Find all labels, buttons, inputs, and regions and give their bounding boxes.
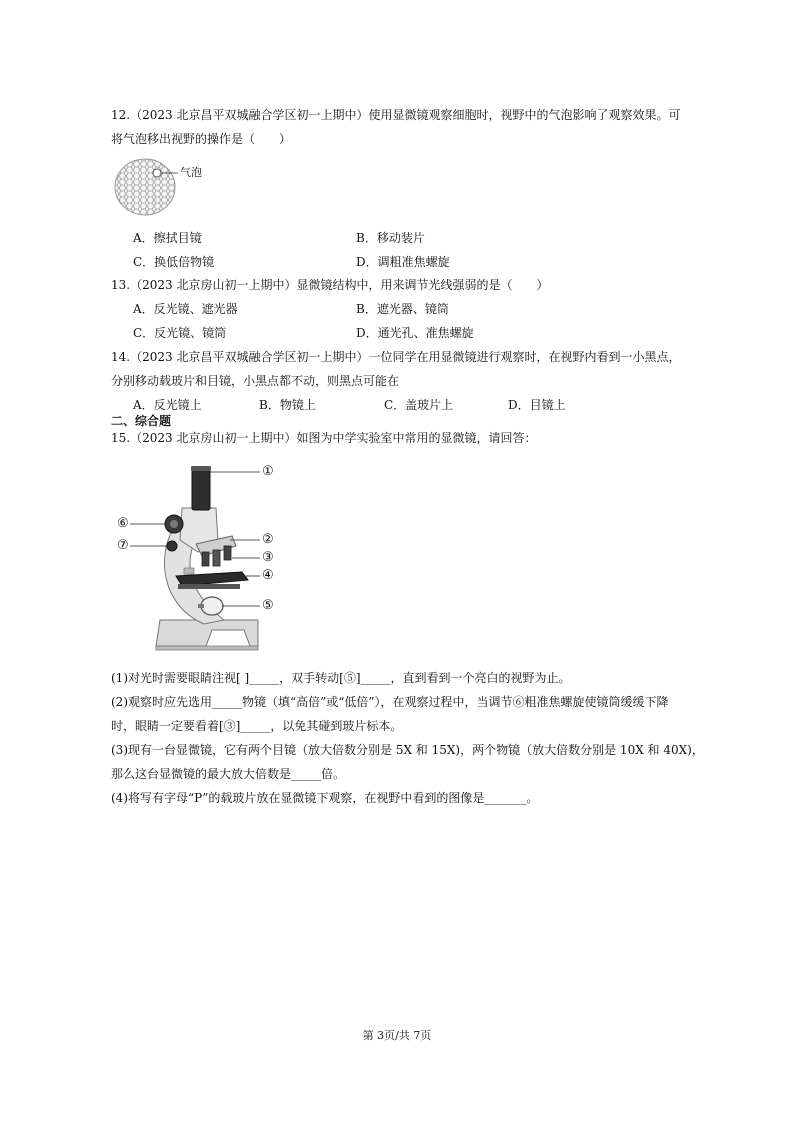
q15-sub4: (4)将写有字母“P”的载玻片放在显微镜下观察，在视野中看到的图像是_______。 — [111, 791, 539, 805]
q14-stem-line1: 14.（2023 北京昌平双城融合学区初一上期中）一位同学在用显微镜进行观察时，在视野内看到一小黑点， — [111, 350, 681, 364]
q15-sub3-line1: (3)现有一台显微镜，它有两个目镜（放大倍数分别是 5X 和 15X)，两个物镜（放大倍数分别是 10X 和 40X)， — [111, 743, 704, 757]
bubble-label: 气泡 — [180, 166, 202, 179]
figure-label-3: ③ — [262, 550, 274, 565]
q14-stem-line2: 分别移动载玻片和目镜，小黑点都不动，则黑点可能在 — [111, 374, 400, 388]
q15-sub1: (1)对光时需要眼睛注视[ ]_____，双手转动[⑤]_____，直到看到一个亮白的视野为止。 — [111, 671, 571, 685]
figure-label-5: ⑤ — [262, 598, 274, 613]
q13-option-a: A．反光镜、遮光器 — [133, 302, 238, 316]
figure-label-7: ⑦ — [117, 538, 129, 553]
page-footer: 第 3页/共 7页 — [362, 1029, 432, 1042]
figure-label-1: ① — [262, 464, 274, 479]
q15-stem: 15.（2023 北京房山初一上期中）如图为中学实验室中常用的显微镜，请回答： — [111, 431, 537, 445]
q14-option-d: D．目镜上 — [508, 398, 566, 412]
q15-sub2-line2: 时，眼睛一定要看着[③]_____，以免其碰到玻片标本。 — [111, 719, 403, 733]
figure-label-4: ④ — [262, 568, 274, 583]
q14-option-c: C．盖玻片上 — [384, 398, 454, 412]
q15-sub2-line1: (2)观察时应先选用_____物镜（填“高倍”或“低倍”），在观察过程中，当调节⑥粗准焦螺旋使镜筒缓缓下降 — [111, 695, 669, 709]
q12-option-d: D．调粗准焦螺旋 — [356, 255, 450, 269]
q12-stem-line2: 将气泡移出视野的操作是（ ） — [111, 132, 292, 146]
q15-sub3-line2: 那么这台显微镜的最大放大倍数是_____倍。 — [111, 767, 346, 781]
q12-option-b: B．移动装片 — [356, 231, 425, 245]
q13-option-c: C．反光镜、镜筒 — [133, 326, 227, 340]
q13-option-d: D．通光孔、准焦螺旋 — [356, 326, 474, 340]
q13-option-b: B．遮光器、镜筒 — [356, 302, 449, 316]
q12-stem-line1: 12.（2023 北京昌平双城融合学区初一上期中）使用显微镜观察细胞时，视野中的气泡影响了观察效果。可 — [111, 108, 681, 122]
q12-option-a: A．擦拭目镜 — [133, 231, 202, 245]
figure-label-2: ② — [262, 532, 274, 547]
figure-label-6: ⑥ — [117, 516, 129, 531]
q14-option-a: A．反光镜上 — [133, 398, 202, 412]
microscope-figure — [112, 460, 282, 656]
q12-option-c: C．换低倍物镜 — [133, 255, 215, 269]
q13-stem: 13.（2023 北京房山初一上期中）显微镜结构中，用来调节光线强弱的是（ ） — [111, 278, 549, 292]
q14-option-b: B．物镜上 — [259, 398, 316, 412]
section-title: 二、综合题 — [111, 414, 172, 428]
